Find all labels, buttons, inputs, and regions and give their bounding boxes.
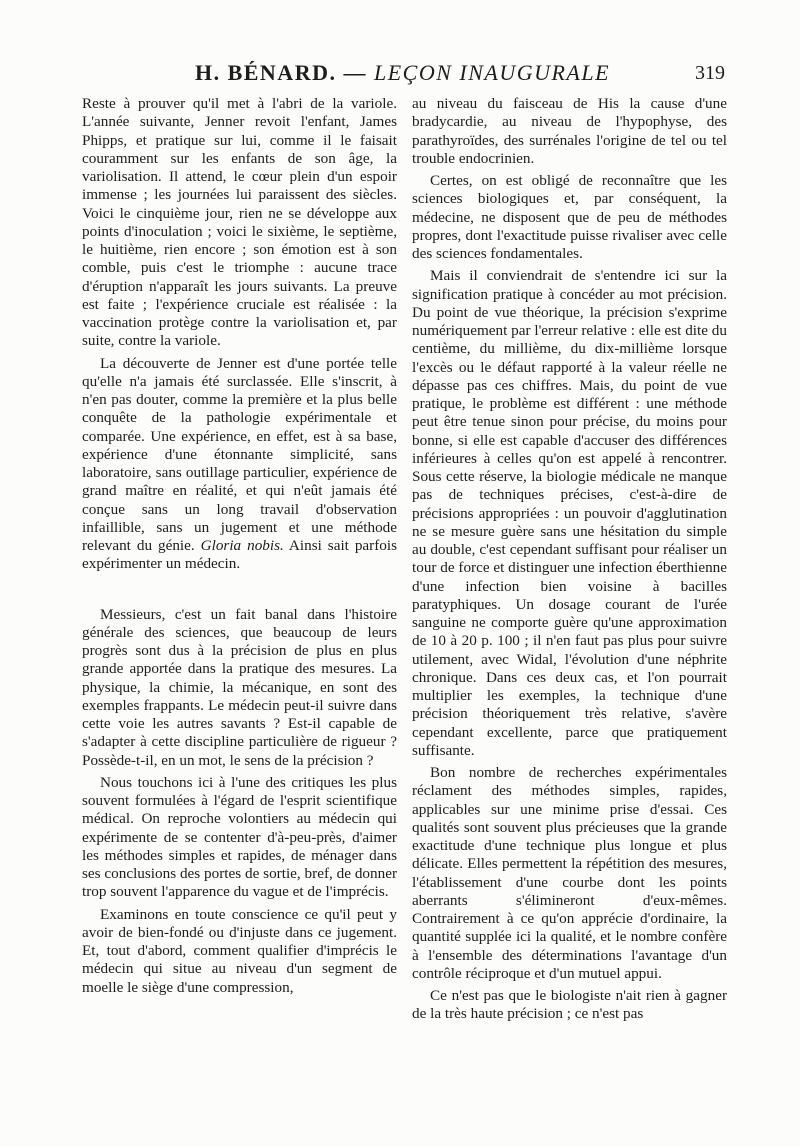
paragraph: Ce n'est pas que le biologiste n'ait rien à gagner de la très haute précision ; ce n'est pas — [412, 987, 727, 1023]
paragraph: Nous touchons ici à l'une des critiques les plus souvent formulées à l'égard de l'esprit scientifique médical. On reproche volontiers au médecin qui expérimente de se contenter d'à-peu-près, d'aimer les méthodes simples et rapides, de ménager dans ses conclusions des portes de sortie, bref, de donner trop souvent l'apparence du vague et de l'imprécis. — [82, 773, 397, 901]
paragraph: Certes, on est obligé de reconnaître que les sciences biologiques et, par conséquent, la médecine, ne disposent que de peu de méthodes propres, dont l'exactitude puisse rivaliser avec celle des sciences fondamentales. — [412, 172, 727, 262]
section-break — [82, 578, 397, 606]
right-column — [412, 95, 727, 1028]
paragraph: Examinons en toute conscience ce qu'il peut y avoir de bien-fondé ou d'injuste dans ce jugement. Et, tout d'abord, comment qualifier d'imprécis le médecin qui situe au niveau d'un segment de moelle le siège d'une compression, — [82, 905, 397, 996]
paragraph: Bon nombre de recherches expérimentales réclament des méthodes simples, rapides, applicables sur une minime prise d'essai. Ces qualités sont souvent plus précieuses que la grande exactitude d'une technique plus longue et plus délicate. Elles permettent la répétition des mesures, l'établissement d'une courbe dont les points aberrants s'élimineront d'eux-mêmes. Contrairement à ce qu'on apprécie d'ordinaire, la quantité supplée ici la qualité, et le nombre confère à l'ensemble des déterminations l'avantage d'un contrôle réciproque et d'un mutuel appui. — [412, 764, 727, 982]
running-title — [80, 60, 725, 86]
paragraph: Reste à prouver qu'il met à l'abri de la variole. L'année suivante, Jenner revoit l'enfant, James Phipps, et pratique sur lui, comme il le faisait couramment sur les enfants de son âge, la variolisation. Il attend, le cœur plein d'un espoir immense ; les journées lui paraissent des siècles. Voici le cinquième jour, rien ne se développe aux points d'inoculation ; voici le sixième, le septième, le huitième, rien encore ; son émotion est à son comble, puis c'est le triomphe : aucune trace d'éruption n'apparaît les jours suivants. La preuve est faite ; l'expérience cruciale est réalisée : la vaccination protège contre la variolisation et, par suite, contre la variole. — [82, 95, 397, 350]
paragraph: Messieurs, c'est un fait banal dans l'histoire générale des sciences, que beaucoup de leurs progrès sont dus à la précision de plus en plus grande apportée dans la pratique des mesures. La physique, la chimie, la mécanique, en sont des exemples frappants. Le médecin peut-il suivre dans cette voie les autres savants ? Est-il capable de s'adapter à cette discipline particulière de rigueur ? Possède-t-il, en un mot, le sens de la précision ? — [82, 605, 397, 769]
paragraph: Mais il conviendrait de s'entendre ici sur la signification pratique à concéder au mot précision. Du point de vue théorique, la précision s'exprime numériquement par l'erreur relative : elle est dite du centième, du millième, du dix-millième lorsque l'excès ou le défaut rapporté à la valeur réelle ne dépasse pas ces chiffres. Mais, du point de vue pratique, le problème est différent : une méthode peut être tenue sinon pour précise, du moins pour bonne, si elle est capable d'accuser des différences inférieures à celles qu'on est appelé à rencontrer. Sous cette réserve, la biologie médicale ne manque pas de techniques précises, c'est-à-dire de précisions appropriées : un pouvoir d'agglutination ne se mesure guère sans une hésitation du simple au double, c'est cependant suffisant pour réaliser un tour de force et distinguer une infection éberthienne d'une infection bien voisine à bacilles paratyphiques. Un dosage courant de l'urée sanguine ne comporte guère qu'une approximation de 10 à 20 p. 100 ; il n'en faut pas plus pour suivre utilement, avec Widal, l'évolution d'une néphrite chronique. Dans ces deux cas, et l'on pourrait multiplier les exemples, la technique d'une précision théoriquement très relative, s'avère cependant excellente, parce que pratiquement suffisante. — [412, 267, 728, 759]
page-number: 319 — [695, 62, 725, 84]
running-title-text: LEÇON INAUGURALE — [373, 60, 611, 85]
paragraph — [82, 355, 397, 574]
paragraph-text: Ainsi sait parfois expérimenter un médecin. — [82, 537, 398, 573]
left-column — [82, 95, 397, 1001]
paragraph-text: La découverte de Jenner est d'une portée telle qu'elle n'a jamais été surclassée. Elle s'inscrit, à n'en pas douter, comme la première et la plus belle conquête de la pathologie expérimentale et comparée. Une expérience, en effet, est à sa base, expérience d'une étonnante simplicité, sans laboratoire, sans outillage particulier, expérience de grand maître en réalité, et qui n'eût jamais été conçue sans un long travail d'observation infaillible, sans un jugement et une méthode relevant du génie. — [82, 354, 397, 554]
paragraph: au niveau du faisceau de His la cause d'une bradycardie, au niveau de l'hypophyse, des parathyroïdes, des surrénales l'origine de tel ou tel trouble endocrinien. — [412, 95, 727, 167]
running-title-author: H. BÉNARD. — — [194, 60, 367, 85]
page-header — [80, 60, 725, 90]
latin-phrase: Gloria nobis. — [200, 537, 284, 554]
